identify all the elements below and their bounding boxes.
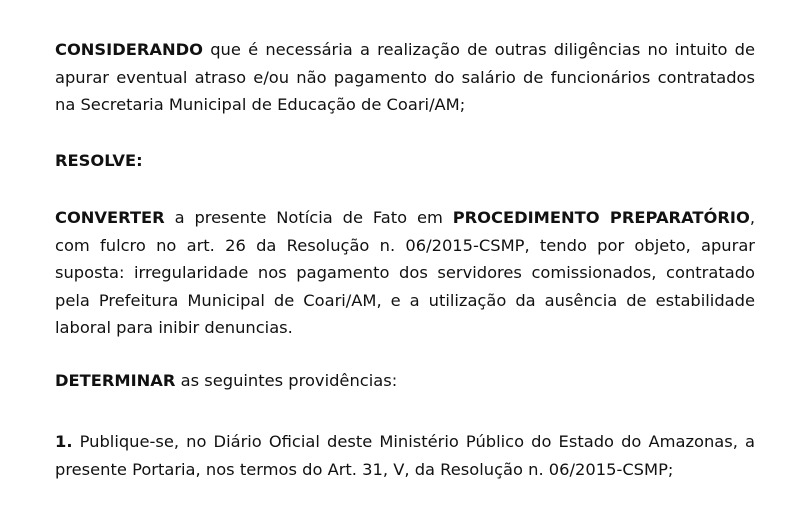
converter-text-2: , com fulcro no art. 26 da Resolução n. 06/2015-CSMP, tendo por objeto, apurar suposta: irregularidade nos pagamento dos servidores comissionados, contratado pela Prefeitura Municipal de Coari/AM, e a utilização da ausência de estabilidade laboral para inibir denuncias. [55, 208, 755, 337]
procedimento-preparatorio-heading: PROCEDIMENTO PREPARATÓRIO [452, 208, 750, 227]
item-1-text: Publique-se, no Diário Oficial deste Ministério Público do Estado do Amazonas, a presente Portaria, nos termos do Art. 31, V, da Resolução n. 06/2015-CSMP; [55, 432, 755, 479]
resolve-heading: RESOLVE: [55, 151, 143, 170]
paragraph-resolve [55, 147, 755, 175]
determinar-text: as seguintes providências: [175, 371, 398, 390]
paragraph-considerando [55, 36, 755, 119]
converter-heading: CONVERTER [55, 208, 165, 227]
paragraph-determinar [55, 367, 755, 395]
paragraph-item-1 [55, 428, 755, 483]
determinar-heading: DETERMINAR [55, 371, 176, 390]
considerando-text: que é necessária a realização de outras diligências no intuito de apurar eventual atraso e/ou não pagamento do salário de funcionários contratados na Secretaria Municipal de Educação de Coari/AM; [55, 40, 755, 114]
considerando-heading: CONSIDERANDO [55, 40, 203, 59]
converter-text-1: a presente Notícia de Fato em [164, 208, 453, 227]
paragraph-converter [55, 204, 755, 342]
item-1-number: 1. [55, 432, 73, 451]
